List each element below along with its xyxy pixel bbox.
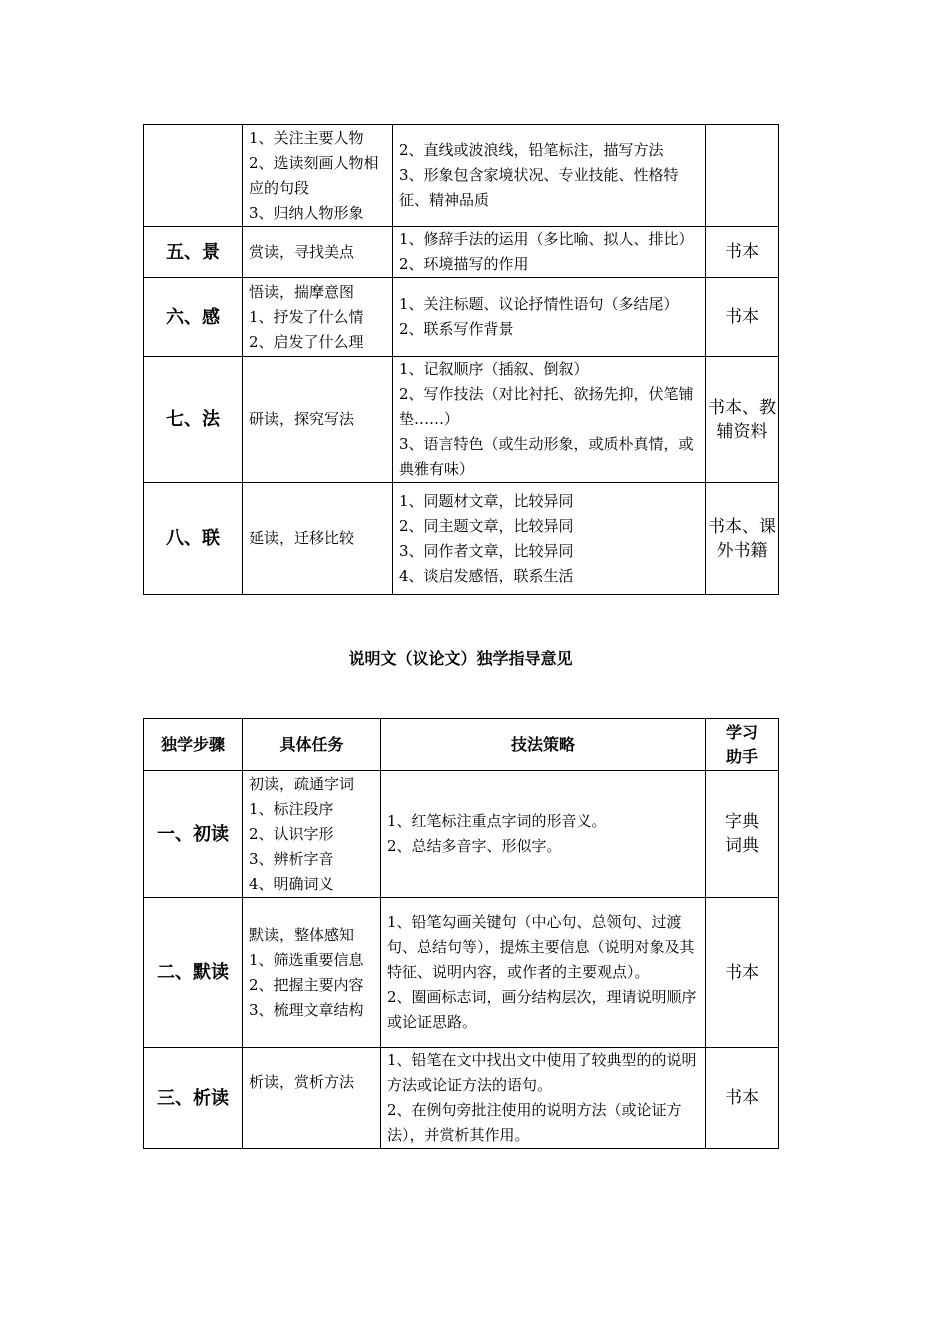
strategy-line: 4、谈启发感悟，联系生活 bbox=[399, 566, 574, 585]
table-row bbox=[144, 771, 779, 898]
section-title: 说明文（议论文）独学指导意见 bbox=[348, 649, 573, 668]
helper-cell: 书本 bbox=[706, 278, 779, 357]
helper-cell: 书本 bbox=[706, 898, 779, 1048]
strategy-line: 2、写作技法（对比衬托、欲扬先抑，伏笔铺垫……） bbox=[399, 385, 694, 428]
strategy-line: 2、环境描写的作用 bbox=[399, 255, 529, 273]
strategy-line: 3、同作者文章，比较异同 bbox=[399, 541, 574, 560]
task-line: 1、关注主要人物 bbox=[249, 128, 364, 147]
task-cell bbox=[243, 227, 393, 278]
task-line: 2、认识字形 bbox=[249, 824, 334, 843]
strategy-line: 2、联系写作背景 bbox=[399, 320, 514, 338]
table-row bbox=[144, 125, 779, 227]
table-row bbox=[144, 227, 779, 278]
strategy-line: 3、形象包含家境状况、专业技能、性格特征、精神品质 bbox=[399, 166, 679, 209]
strategy-line: 2、直线或波浪线，铅笔标注，描写方法 bbox=[399, 141, 664, 159]
strategy-line: 2、圈画标志词，画分结构层次，理请说明顺序或论证思路。 bbox=[387, 988, 697, 1031]
step-cell: 一、初读 bbox=[144, 771, 243, 898]
table-row bbox=[144, 483, 779, 595]
strategy-line: 2、同主题文章，比较异同 bbox=[399, 516, 574, 535]
strategy-cell bbox=[393, 357, 706, 483]
strategy-cell bbox=[381, 771, 706, 898]
helper-cell: 书本 bbox=[706, 1048, 779, 1149]
strategy-line: 1、同题材文章，比较异同 bbox=[399, 491, 574, 510]
task-cell bbox=[243, 357, 393, 483]
strategy-line: 1、修辞手法的运用（多比喻、拟人、排比） bbox=[399, 230, 694, 248]
task-line: 延读，迁移比较 bbox=[249, 529, 355, 547]
helper-cell: 字典词典 bbox=[706, 771, 779, 898]
task-cell bbox=[243, 1048, 381, 1149]
step-cell: 六、感 bbox=[144, 278, 243, 357]
task-line: 3、梳理文章结构 bbox=[249, 1000, 364, 1019]
task-line: 4、明确词义 bbox=[249, 874, 334, 893]
header-helper: 学习助手 bbox=[706, 719, 779, 771]
strategy-line: 1、铅笔在文中找出文中使用了较典型的的说明方法或论证方法的语句。 bbox=[387, 1051, 697, 1094]
strategy-cell bbox=[381, 898, 706, 1048]
task-line: 赏读，寻找美点 bbox=[249, 242, 355, 261]
task-cell bbox=[243, 278, 393, 357]
task-line: 研读，探究写法 bbox=[249, 410, 355, 428]
task-line: 1、抒发了什么情 bbox=[249, 307, 364, 326]
helper-cell: 书本、课外书籍 bbox=[706, 483, 779, 595]
strategy-cell bbox=[393, 483, 706, 595]
task-line: 3、辨析字音 bbox=[249, 849, 334, 868]
task-cell bbox=[243, 125, 393, 227]
strategy-line: 1、记叙顺序（插叙、倒叙） bbox=[399, 360, 589, 378]
strategy-line: 2、在例句旁批注使用的说明方法（或论证方法），并赏析其作用。 bbox=[387, 1101, 682, 1144]
helper-cell: 书本 bbox=[706, 227, 779, 278]
task-line: 析读，赏析方法 bbox=[249, 1073, 355, 1091]
strategy-line: 2、总结多音字、形似字。 bbox=[387, 837, 562, 855]
task-line: 1、筛选重要信息 bbox=[249, 950, 364, 969]
task-line: 2、选读刻画人物相应的句段 bbox=[249, 153, 379, 197]
strategy-cell bbox=[393, 278, 706, 357]
table-row bbox=[144, 278, 779, 357]
helper-cell bbox=[706, 125, 779, 227]
task-line: 初读，疏通字词 bbox=[249, 774, 355, 793]
task-line: 悟读，揣摩意图 bbox=[249, 282, 355, 301]
step-cell: 七、法 bbox=[144, 357, 243, 483]
strategy-line: 1、关注标题、议论抒情性语句（多结尾） bbox=[399, 295, 679, 313]
table-row bbox=[144, 1048, 779, 1149]
header-task: 具体任务 bbox=[243, 719, 381, 771]
task-line: 2、启发了什么理 bbox=[249, 332, 364, 351]
strategy-cell bbox=[381, 1048, 706, 1149]
strategy-line: 1、铅笔勾画关键句（中心句、总领句、过渡句、总结句等），提炼主要信息（说明对象及其特征、说明内容，或作者的主要观点）。 bbox=[387, 913, 695, 981]
strategy-line: 3、语言特色（或生动形象，或质朴真情，或典雅有味） bbox=[399, 435, 694, 478]
task-cell bbox=[243, 771, 381, 898]
strategy-cell bbox=[393, 125, 706, 227]
task-cell bbox=[243, 483, 393, 595]
step-cell: 五、景 bbox=[144, 227, 243, 278]
header-step: 独学步骤 bbox=[144, 719, 243, 771]
table-row bbox=[144, 357, 779, 483]
header-strategy: 技法策略 bbox=[381, 719, 706, 771]
task-line: 默读，整体感知 bbox=[249, 925, 355, 944]
step-cell: 三、析读 bbox=[144, 1048, 243, 1149]
table-header-row bbox=[144, 719, 779, 771]
task-line: 2、把握主要内容 bbox=[249, 975, 364, 994]
step-cell bbox=[144, 125, 243, 227]
strategy-line: 1、红笔标注重点字词的形音义。 bbox=[387, 812, 607, 830]
task-cell bbox=[243, 898, 381, 1048]
task-line: 1、标注段序 bbox=[249, 799, 334, 818]
expository-guide-table bbox=[143, 718, 779, 1149]
task-line: 3、归纳人物形象 bbox=[249, 203, 364, 222]
strategy-cell bbox=[393, 227, 706, 278]
step-cell: 八、联 bbox=[144, 483, 243, 595]
helper-cell: 书本、教辅资料 bbox=[706, 357, 779, 483]
step-cell: 二、默读 bbox=[144, 898, 243, 1048]
reading-guide-table-continued bbox=[143, 124, 779, 595]
table-row bbox=[144, 898, 779, 1048]
